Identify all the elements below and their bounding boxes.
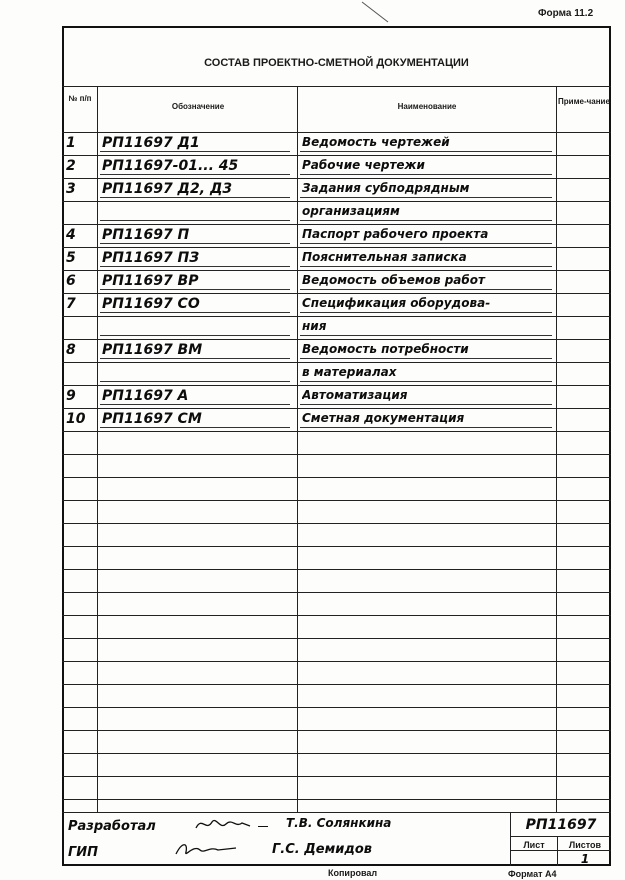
row-number: 10	[66, 411, 86, 427]
grid-line	[62, 684, 611, 685]
grid-line	[62, 776, 611, 777]
header-designation: Обозначение	[171, 102, 225, 111]
row-underline	[300, 220, 552, 221]
row-underline	[300, 174, 552, 175]
grid-line	[62, 316, 611, 317]
row-name: Задания субподрядным	[302, 181, 470, 195]
row-name: Рабочие чертежи	[302, 158, 425, 172]
row-name: Сметная документация	[302, 411, 465, 425]
row-underline	[100, 358, 290, 359]
row-name: организациям	[302, 204, 400, 218]
row-underline	[100, 427, 290, 428]
gip-label: ГИП	[68, 845, 99, 860]
row-number: 1	[66, 135, 76, 151]
row-underline	[100, 220, 290, 221]
grid-line	[62, 753, 611, 754]
row-name: ния	[302, 319, 327, 333]
row-designation: РП11697 ВР	[102, 273, 199, 289]
grid-line	[62, 408, 611, 409]
row-underline	[100, 266, 290, 267]
row-designation: РП11697 ВМ	[102, 342, 203, 358]
row-name: Ведомость потребности	[302, 342, 469, 356]
grid-line	[62, 569, 611, 570]
form-label: Форма 11.2	[538, 8, 594, 19]
row-underline	[300, 243, 552, 244]
grid-line	[62, 270, 611, 271]
developed-dash	[258, 826, 268, 827]
grid-line	[62, 812, 611, 813]
copied-label: Копировал	[328, 868, 378, 878]
grid-line	[62, 799, 611, 800]
grid-line	[62, 86, 611, 87]
row-underline	[100, 381, 290, 382]
grid-line	[62, 730, 611, 731]
row-number: 4	[66, 227, 76, 243]
header-num: № п/п	[68, 94, 92, 103]
row-name: Ведомость чертежей	[302, 135, 450, 149]
grid-line	[62, 500, 611, 501]
row-designation: РП11697 СО	[102, 296, 200, 312]
format-label: Формат А4	[508, 869, 557, 879]
grid-line	[62, 339, 611, 340]
row-underline	[100, 197, 290, 198]
grid-line	[62, 155, 611, 156]
grid-line	[557, 836, 558, 866]
grid-line	[62, 546, 611, 547]
row-underline	[300, 404, 552, 405]
grid-line	[62, 615, 611, 616]
row-name: в материалах	[302, 365, 397, 379]
grid-line	[62, 224, 611, 225]
row-name: Спецификация оборудова-	[302, 296, 491, 310]
row-designation: РП11697 СМ	[102, 411, 202, 427]
grid-line	[510, 812, 511, 866]
grid-line	[62, 523, 611, 524]
row-number: 8	[66, 342, 76, 358]
grid-line	[62, 592, 611, 593]
gip-name: Г.С. Демидов	[272, 842, 373, 857]
developed-label: Разработал	[68, 819, 156, 834]
row-underline	[300, 358, 552, 359]
developer-signature	[192, 814, 262, 836]
row-underline	[100, 151, 290, 152]
row-underline	[300, 151, 552, 152]
row-number: 2	[66, 158, 76, 174]
row-designation: РП11697 П	[102, 227, 190, 243]
header-note: Приме-чание	[558, 97, 610, 106]
row-underline	[100, 312, 290, 313]
row-underline	[100, 335, 290, 336]
row-underline	[100, 404, 290, 405]
gip-signature	[170, 838, 250, 860]
row-number: 9	[66, 388, 76, 404]
sheets-label: Листов	[568, 840, 602, 850]
grid-line	[62, 178, 611, 179]
grid-line	[62, 638, 611, 639]
grid-line	[62, 132, 611, 133]
grid-line	[62, 661, 611, 662]
grid-line	[62, 707, 611, 708]
row-number: 7	[66, 296, 76, 312]
row-underline	[300, 312, 552, 313]
grid-line	[62, 293, 611, 294]
row-name: Пояснительная записка	[302, 250, 467, 264]
row-underline	[300, 289, 552, 290]
row-underline	[100, 243, 290, 244]
row-underline	[300, 381, 552, 382]
row-number: 3	[66, 181, 76, 197]
row-name: Паспорт рабочего проекта	[302, 227, 489, 241]
row-number: 5	[66, 250, 76, 266]
sheet-label: Лист	[523, 840, 545, 850]
document-frame	[62, 26, 611, 866]
grid-line	[97, 86, 98, 812]
grid-line	[62, 454, 611, 455]
row-underline	[100, 174, 290, 175]
header-name: Наименование	[397, 102, 457, 111]
row-underline	[100, 289, 290, 290]
row-designation: РП11697 Д1	[102, 135, 200, 151]
grid-line	[510, 850, 611, 851]
grid-line	[62, 385, 611, 386]
row-name: Ведомость объемов работ	[302, 273, 485, 287]
grid-line	[62, 201, 611, 202]
row-designation: РП11697-01... 45	[102, 158, 239, 174]
row-underline	[300, 427, 552, 428]
row-designation: РП11697 ПЗ	[102, 250, 200, 266]
grid-line	[297, 86, 298, 812]
corner-stroke	[360, 0, 430, 24]
sheets-value: 1	[580, 852, 590, 866]
grid-line	[556, 86, 557, 812]
row-underline	[300, 266, 552, 267]
doc-code: РП11697	[525, 817, 597, 833]
row-number: 6	[66, 273, 76, 289]
row-underline	[300, 197, 552, 198]
row-designation: РП11697 Д2, Д3	[102, 181, 233, 197]
developed-name: Т.В. Солянкина	[286, 816, 392, 830]
grid-line	[62, 477, 611, 478]
row-designation: РП11697 А	[102, 388, 189, 404]
grid-line	[62, 362, 611, 363]
grid-line	[62, 431, 611, 432]
grid-line	[62, 247, 611, 248]
row-name: Автоматизация	[302, 388, 408, 402]
row-underline	[300, 335, 552, 336]
grid-line	[510, 836, 611, 837]
page-title: СОСТАВ ПРОЕКТНО-СМЕТНОЙ ДОКУМЕНТАЦИИ	[204, 57, 469, 69]
